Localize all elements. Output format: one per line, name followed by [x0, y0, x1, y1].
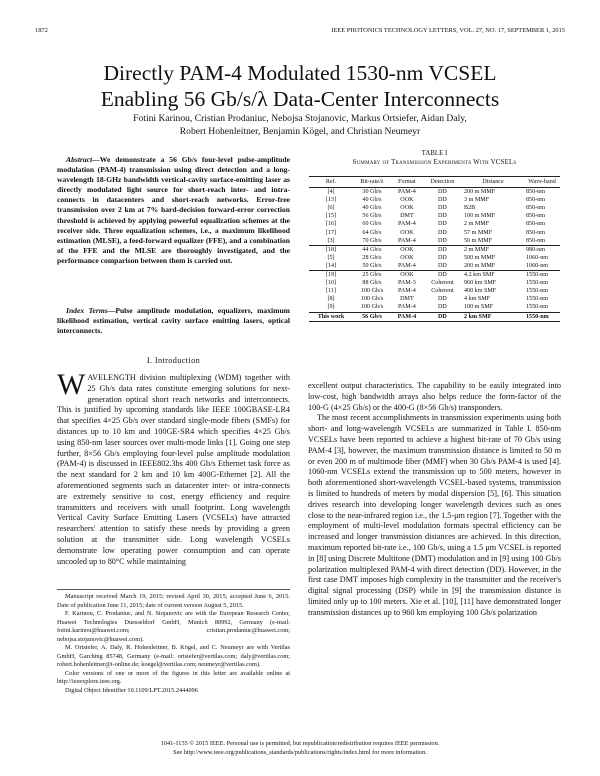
table-cell: DD: [438, 221, 447, 228]
table-cell: 960 km SMF: [464, 280, 497, 287]
table-number: TABLE I: [421, 150, 448, 157]
journal-name: IEEE PHOTONICS TECHNOLOGY LETTERS, VOL. 27, NO. 17, SEPTEMBER 1, 2015: [331, 27, 565, 34]
footnote-received: Manuscript received March 19, 2015; revised April 30, 2015; accepted June 6, 2015. Date of publication June 11, 2015; date of current version August 5, 2015.: [57, 593, 290, 609]
title-line-1: Directly PAM-4 Modulated 1530-nm VCSEL: [103, 61, 497, 85]
table-cell: OOK: [400, 254, 414, 261]
table-cell: [10]: [325, 280, 337, 287]
table-cell: PAM-4: [391, 312, 423, 321]
table-cell: DD: [438, 296, 447, 303]
index-terms-label: Index Terms: [66, 306, 108, 315]
footnote-vertilas: M. Ortsiefer, A. Daly, R. Hohenleitner, B. Kögel, and C. Neumeyr are with Vertilas GmbH, Garching 85748, Germany (e-mail: ortsiefer@vertilas.com; daly@vertilas.com; robert.hohenleitner@t-online.de; koegel@vertilas.com; neumeyr@vertilas.com).: [57, 644, 290, 668]
footnote-color: Color versions of one or more of the figures in this letter are available online at http://ieeexplore.ieee.org.: [57, 669, 290, 685]
table-header-row: [309, 177, 560, 188]
table-cell: [18]: [309, 245, 353, 254]
table-cell: 100 Gb/s: [360, 296, 384, 303]
col-detection: Detection: [423, 177, 462, 188]
table-cell: OOK: [400, 197, 414, 204]
table-cell: 4 km SMF: [464, 296, 491, 303]
author-list: [0, 113, 600, 138]
table-cell: 28 Gb/s: [362, 254, 382, 261]
table-cell: 1550-nm: [526, 304, 549, 311]
table-cell: [15]: [325, 213, 337, 220]
table-cell: 57 m MMF: [464, 229, 493, 236]
table-cell: 850-nm: [526, 205, 545, 212]
table-row: [309, 212, 560, 220]
table-cell: OOK: [391, 271, 423, 280]
table-cell: PAM-3: [398, 280, 416, 287]
table-cell: OOK: [400, 229, 414, 236]
table-row: [309, 262, 560, 271]
table-row: [309, 196, 560, 204]
table-cell: 60 Gb/s: [362, 221, 382, 228]
transmission-table: [309, 176, 560, 322]
intro-paragraph: AVELENGTH division multiplexing (WDM) together with 25 Gb/s data rates constitute emerging solutions for next-generation optical short reach networks and interconnects. This is justified by upcoming standards like IEEE 100GBASE-LR4 that specifies 4×25 Gb/s over standard single-mode fibers (SMFs) for distances up to 10 km and 100GE-SR4 which specifies 4×25 Gb/s using 850-nm laser sources over multi-mode links [1]. Going one step further, 8×56 Gb/s employing four-level pulse amplitude modulation (PAM-4) is discussed in IEEE802.3bs 400 Gb/s Ethernet task force as the next standard for 2 km and 10 km 400G-Ethernet [2]. All the aforementioned segments such as datacenter inter- or intra-connects are extremely sensitive to cost, energy efficiency and require transmitters and receivers with small footprint. Long wavelength Vertical Cavity Surface Emitting Lasers (VCSELs) have attracted researchers' attention to satisfy these needs by providing a green solution at the transmitter side. Long wavelength VCSELs demonstrate low operating power consumption and can operate uncooled up to 80°C while maintaining: [57, 373, 290, 566]
table-cell: 1060-nm: [526, 262, 549, 269]
table-cell: 850-nm: [526, 213, 545, 220]
table-cell: [16]: [325, 221, 337, 228]
table-cell: 40 Gb/s: [362, 205, 382, 212]
table-caption: [308, 149, 561, 168]
table-cell: [13]: [325, 197, 337, 204]
table-cell: 44 Gb/s: [353, 245, 391, 254]
table-cell: DD: [423, 271, 462, 280]
table-cell: 500 m MMF: [464, 254, 496, 261]
col-distance: Distance: [462, 177, 524, 188]
table-cell: 2 m MMF: [462, 245, 524, 254]
table-row: [309, 188, 560, 197]
table-cell: Coherent: [431, 280, 454, 287]
table-cell: OOK: [391, 245, 423, 254]
table-cell: 25 Gb/s: [353, 271, 391, 280]
table-cell: DD: [438, 205, 447, 212]
drop-cap: W: [57, 368, 86, 401]
footnote-doi: Digital Object Identifier 10.1109/LPT.2015.2444096: [65, 686, 198, 694]
table-cell: 64 Gb/s: [362, 229, 382, 236]
table-cell: 850-nm: [526, 221, 545, 228]
table-cell: [4]: [327, 189, 335, 196]
section-heading-introduction: I. Introduction: [146, 356, 201, 365]
table-cell: 850-nm: [526, 197, 545, 204]
introduction-body: [57, 368, 290, 567]
table-cell: DD: [423, 245, 462, 254]
table-cell: PAM-4: [398, 304, 416, 311]
table-cell: DD: [438, 213, 447, 220]
table-cell: B2B: [464, 205, 476, 212]
footnotes: [57, 589, 290, 695]
table-cell: DD: [438, 229, 447, 236]
table-row: [309, 295, 560, 303]
table-title: Summary of Transmission Experiments With VCSELs: [352, 159, 517, 167]
table-cell: [17]: [325, 229, 337, 236]
table-cell: [8]: [327, 296, 335, 303]
table-cell: 200 m MMF: [464, 262, 496, 269]
table-cell: 3 m MMF: [464, 197, 490, 204]
copyright-footer: [0, 740, 600, 757]
table-row: [309, 279, 560, 287]
table-row: [309, 303, 560, 312]
table-cell: 850-nm: [526, 189, 545, 196]
col-bitrate: Bit-rate/λ: [353, 177, 391, 188]
table-cell: 400 km SMF: [464, 288, 497, 295]
table-cell: 200 m MMF: [464, 189, 496, 196]
table-cell: 1060-nm: [526, 254, 549, 261]
index-terms-text: —Pulse amplitude modulation, equalizers, maximum likelihood estimation, vertical cavity surface emitting lasers, optical interconnects.: [57, 306, 290, 336]
col-format: Format: [391, 177, 423, 188]
table-cell: 100 Gb/s: [360, 288, 384, 295]
table-cell: 850-nm: [526, 229, 545, 236]
page-number: 1872: [35, 27, 48, 34]
table-cell: 980-nm: [524, 245, 560, 254]
table-cell: 1550-nm: [524, 271, 560, 280]
table-cell: 1550-nm: [526, 296, 549, 303]
table-cell: OOK: [400, 205, 414, 212]
table-row: [309, 271, 560, 280]
footer-line-2: See http://www.ieee.org/publications_standards/publications/rights/index.html for more information.: [173, 748, 427, 756]
table-cell: PAM-4: [398, 221, 416, 228]
table-row: [309, 220, 560, 228]
table-cell: DD: [438, 304, 447, 311]
table-cell: 100 Gb/s: [360, 304, 384, 311]
table-cell: 850-nm: [526, 237, 545, 244]
table-cell: [9]: [327, 304, 335, 311]
authors-line-1: Fotini Karinou, Cristian Prodaniuc, Nebojsa Stojanovic, Markus Ortsiefer, Aidan Daly,: [133, 113, 467, 124]
table-row: [309, 287, 560, 295]
table-cell: DD: [438, 189, 447, 196]
table-cell: 100 m MMF: [464, 213, 496, 220]
table-cell: [14]: [325, 262, 337, 269]
footer-line-1: 1041-1135 © 2015 IEEE. Personal use is permitted, but republication/redistribution requires IEEE permission.: [160, 740, 440, 747]
table-cell: Coherent: [431, 288, 454, 295]
table-row: [309, 254, 560, 262]
col-waveband: Wave-band: [524, 177, 560, 188]
table-cell: 1550-nm: [526, 288, 549, 295]
table-cell: 88 Gb/s: [362, 280, 382, 287]
footnote-huawei: F. Karinou, C. Prodaniuc, and N. Stojanovic are with the European Research Center, Huawei Technologies Duesseldorf GmbH, Munich 80992, Germany (e-mail: fotini.karinou@huawei.com; cristian.prodaniuc@huawei.com; nebojsa.stojanovic@huawei.com).: [57, 610, 290, 643]
table-cell: PAM-4: [398, 262, 416, 269]
table-cell: [19]: [309, 271, 353, 280]
right-column-body: [308, 381, 561, 619]
table-cell: 50 m MMF: [464, 237, 493, 244]
paper-title: [0, 60, 600, 112]
abstract-text: —We demonstrate a 56 Gb/s four-level pulse-amplitude modulation (PAM-4) transmission using direct detection and a long-wavelength 18-GHz bandwidth vertical-cavity surface-emitting laser as directly modulated light source for short-reach inter- and intra-connects in datacenters and short-reach networks. Error-free transmission over 2 km at 7% hard-decision forward-error correction threshold is achieved by applying powerful equalization schemes at the receiver side. Three equalization schemes, i.e., a maximum likelihood estimation (MLSE), a feed-forward equalizer (FFE), and a combination of the FFE and the MLSE are thoroughly investigated, and the performance comparison between them is carried out.: [57, 155, 290, 265]
table-cell: [5]: [327, 254, 335, 261]
table-cell: 70 Gb/s: [362, 237, 382, 244]
table-cell: This work: [309, 312, 353, 321]
index-terms: [57, 306, 290, 336]
table-cell: PAM-4: [398, 288, 416, 295]
table-cell: DD: [438, 262, 447, 269]
table-cell: DMT: [400, 213, 414, 220]
table-cell: PAM-4: [398, 189, 416, 196]
table-cell: 100 m SMF: [464, 304, 494, 311]
table-cell: PAM-4: [398, 237, 416, 244]
table-cell: [6]: [327, 205, 335, 212]
table-cell: [3]: [327, 237, 335, 244]
table-row: [309, 204, 560, 212]
table-cell: DMT: [400, 296, 414, 303]
right-paragraph-2: The most recent accomplishments in transmission experiments using both short- and long-wavelength VCSELs are summarized in Table I. 850-nm VCSELs have been reported to achieve a highest bit-rate of 70 Gb/s using PAM-4 [3], however, the maximum transmission distance is limited to 50 m or even 200 m of multimode fiber (MMF) when 30 Gb/s PAM-4 is used [4]. 1060-nm VCSELs extend the transmission up to 500 meters, however in both aforementioned short-wavelength VCSEL-based systems, transmission is limited to hundreds of meters by modal dispersion [5], [6]. This situation drives research into developing longer wavelength devices such as ones close to the near-infrared region i.e., the 1.5-μm region [7]. Together with the employment of multi-level modulation formats spectral efficiency can be increased and longer transmission distances are achieved. In this direction, maximum reported bit-rate i.e., 100 Gb/s, using a 1.5 μm VCSEL is reported in [8] using Discrete Multitone (DMT) modulation and in [9] using 100 Gb/s polarization multiplexed PAM-4 with direct detection (DD). However, in the first case DMT imposes high complexity in the transmitter and the receiver's digital signal processing (DSP) while in [9] the transmission distance is limited only up to 100 meters. Xie et al. [10], [11] have demonstrated longer transmission distances up to 960 km employing 100 Gb/s polarization: [308, 413, 561, 617]
authors-line-2: Robert Hohenleitner, Benjamin Kögel, and Christian Neumeyr: [179, 125, 421, 137]
table-cell: 4.2 km SMF: [462, 271, 524, 280]
abstract: [57, 155, 290, 266]
table-cell: DD: [438, 197, 447, 204]
table-row: [309, 237, 560, 246]
table-cell: DD: [423, 312, 462, 321]
table-cell: 1550-nm: [524, 312, 560, 321]
table-cell: [11]: [326, 288, 336, 295]
table-cell: 30 Gb/s: [362, 189, 382, 196]
title-line-2: Enabling 56 Gb/s/λ Data-Center Interconnects: [100, 87, 500, 111]
table-cell: 56 Gb/s: [362, 213, 382, 220]
table-cell: 2 km SMF: [462, 312, 524, 321]
running-header: [35, 27, 565, 34]
table-cell: 56 Gb/s: [353, 312, 391, 321]
table-row: [309, 229, 560, 237]
table-row: [309, 245, 560, 254]
table-cell: DD: [438, 237, 447, 244]
table-cell: 50 Gb/s: [362, 262, 382, 269]
col-ref: Ref.: [309, 177, 353, 188]
table-cell: 40 Gb/s: [362, 197, 382, 204]
abstract-label: Abstract: [66, 155, 93, 164]
table-cell: 2 m MMF: [464, 221, 490, 228]
right-paragraph-1: excellent output characteristics. The capability to be easily integrated into low-cost, high bandwidth arrays also helps reduce the form-factor of the 100-G (4×25 Gb/s) or the 400-G (8×56 Gb/s) transponders.: [308, 381, 561, 412]
table-row: [309, 312, 560, 321]
table-cell: 1550-nm: [526, 280, 549, 287]
table-cell: DD: [438, 254, 447, 261]
